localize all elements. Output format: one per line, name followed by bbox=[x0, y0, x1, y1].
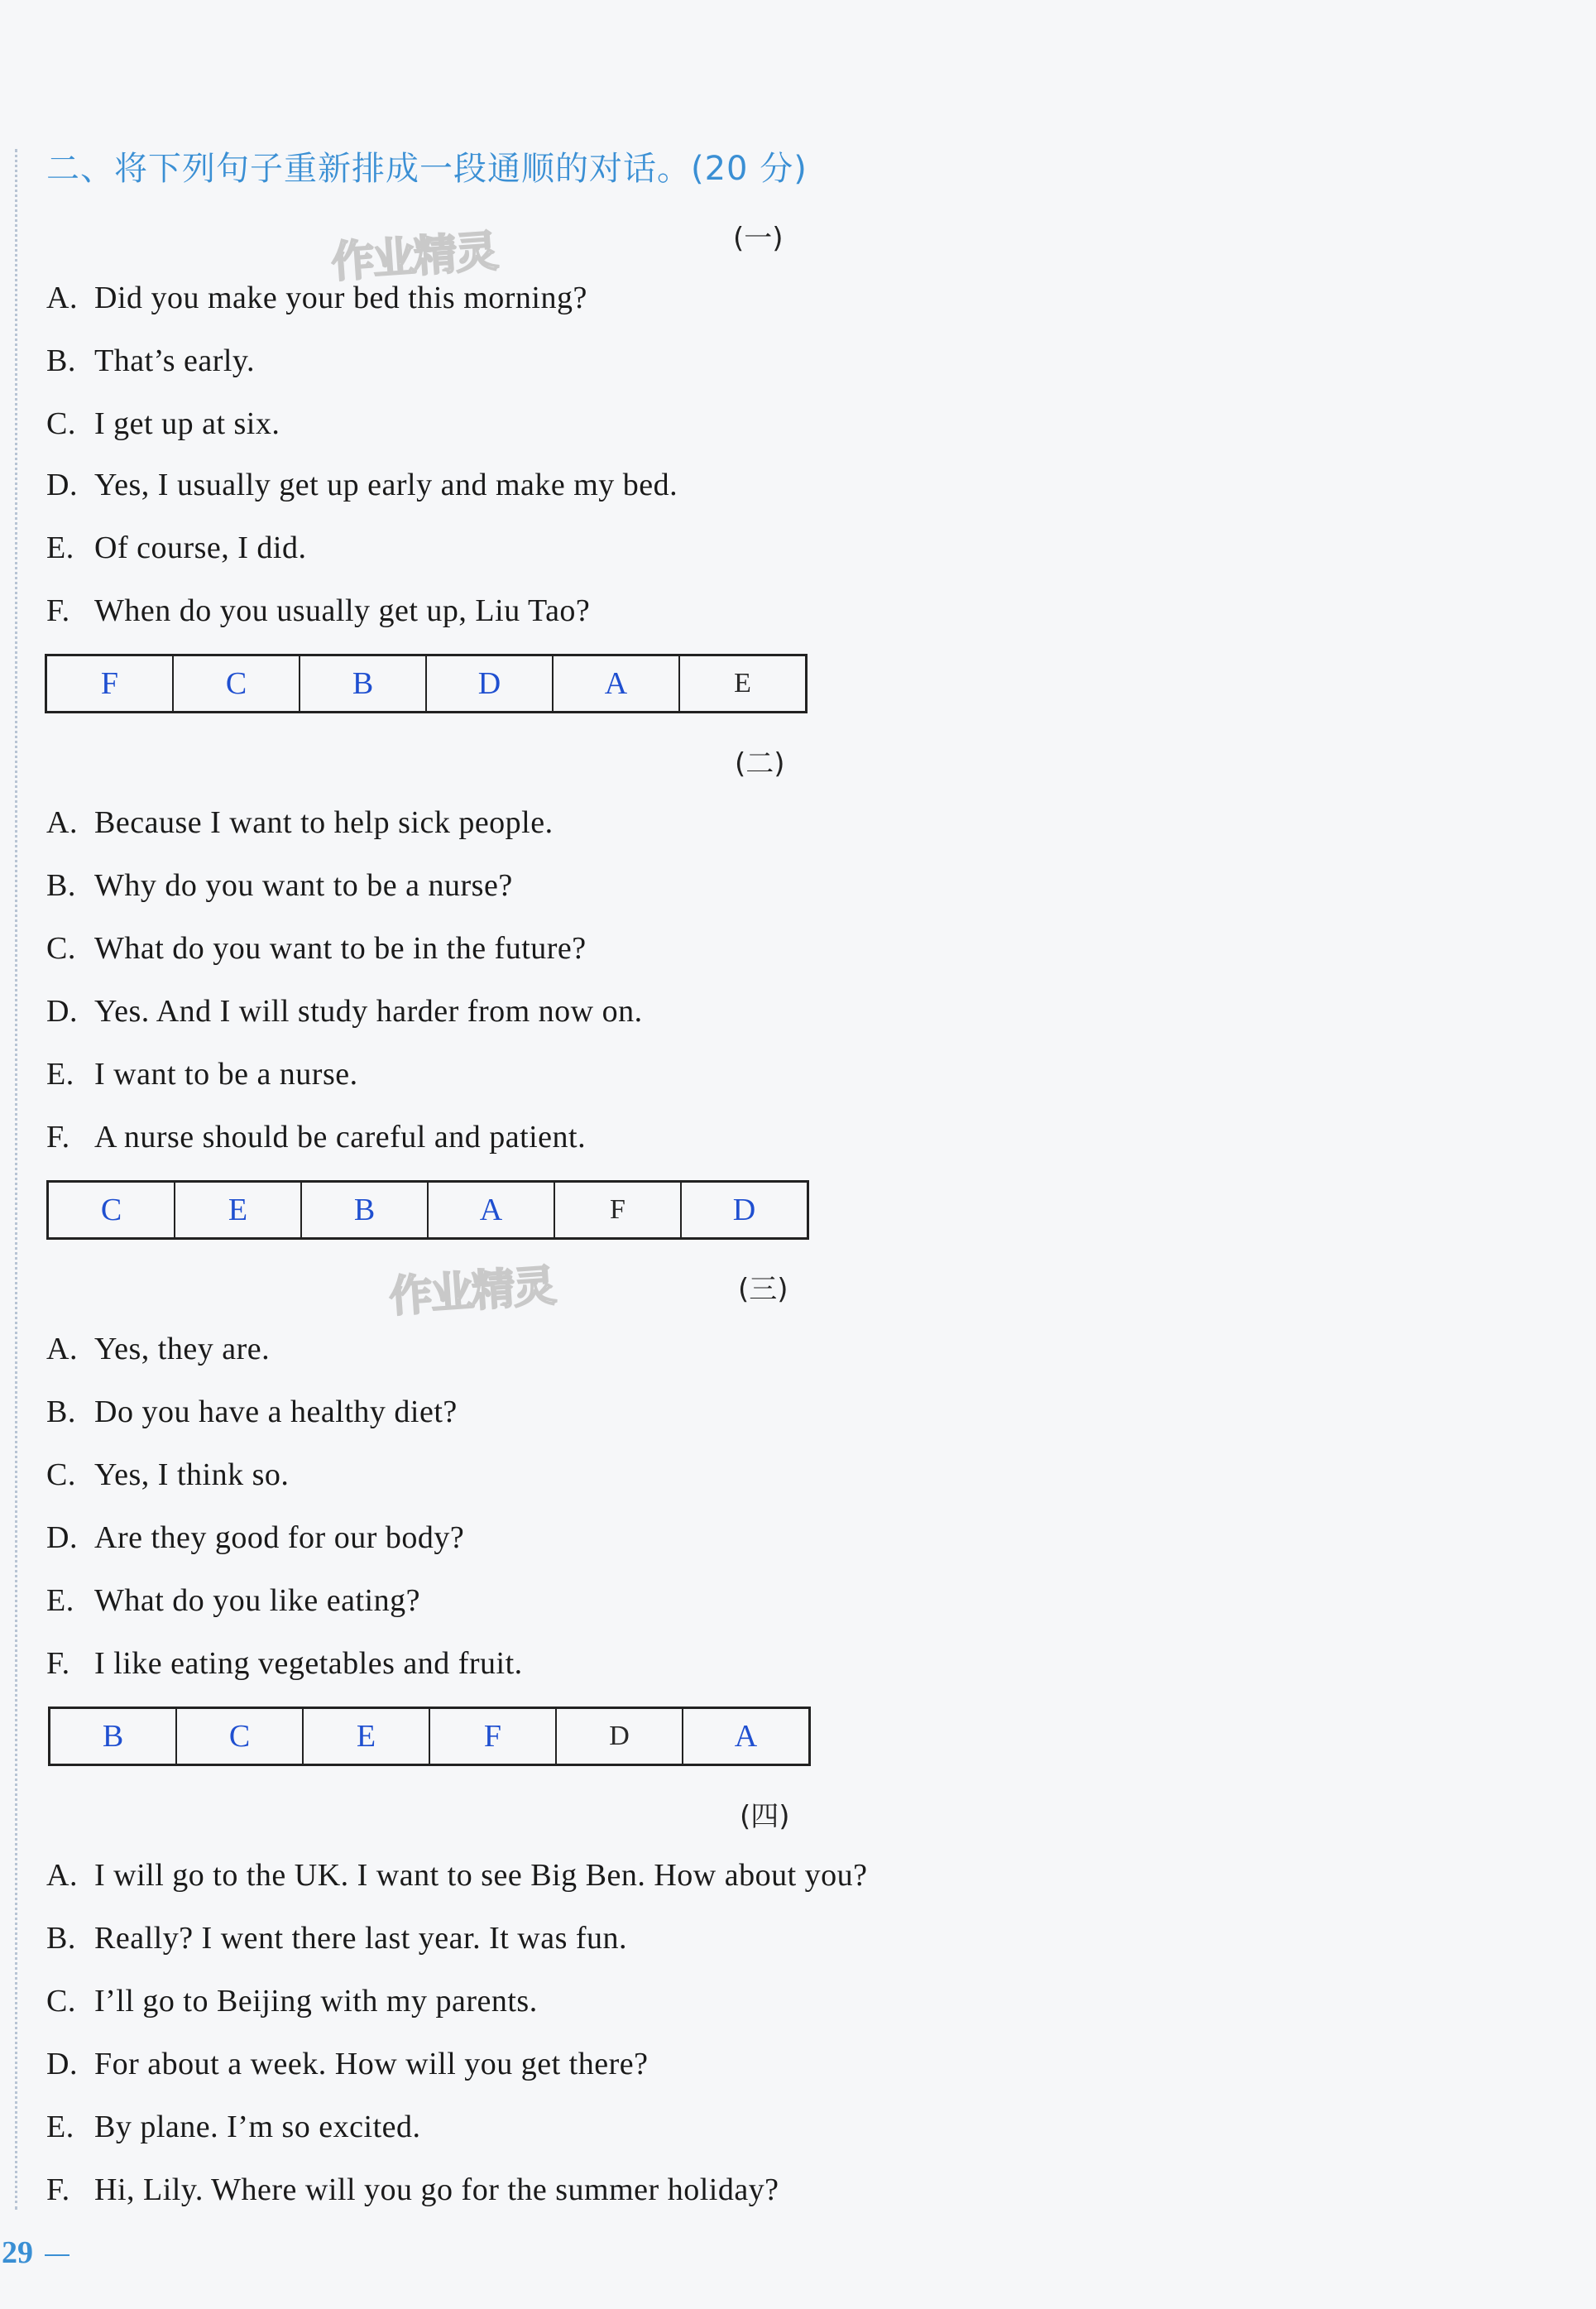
answer-cell: E bbox=[303, 1708, 429, 1765]
part-label-2: (二) bbox=[735, 747, 785, 780]
answer-cell: B bbox=[300, 655, 426, 713]
sentence-1f: F. When do you usually get up, Liu Tao? bbox=[46, 593, 591, 628]
sentence-4e: E. By plane. I’m so excited. bbox=[46, 2110, 421, 2144]
watermark-1: 作业精灵 bbox=[329, 227, 499, 288]
answer-cell: F bbox=[46, 655, 174, 713]
sentence-4a: A. I will go to the UK. I want to see Big Ben. How about you? bbox=[46, 1858, 868, 1893]
page-number: 29 bbox=[2, 2235, 69, 2271]
answer-table-2 bbox=[46, 1180, 809, 1240]
sentence-1c: C. I get up at six. bbox=[46, 406, 280, 441]
answer-cell: A bbox=[553, 655, 679, 713]
sentence-3f: F. I like eating vegetables and fruit. bbox=[46, 1646, 523, 1681]
answer-table-3 bbox=[48, 1707, 811, 1766]
answer-cell: C bbox=[173, 655, 300, 713]
watermark-2: 作业精灵 bbox=[387, 1261, 557, 1323]
answer-cell: D bbox=[556, 1708, 683, 1765]
sentence-3c: C. Yes, I think so. bbox=[46, 1457, 290, 1492]
answer-cell: D bbox=[681, 1182, 808, 1239]
sentence-3e: E. What do you like eating? bbox=[46, 1583, 420, 1618]
answer-cell: B bbox=[50, 1708, 177, 1765]
sentence-2b: B. Why do you want to be a nurse? bbox=[46, 868, 513, 903]
answer-cell: C bbox=[48, 1182, 175, 1239]
sentence-1a: A. Did you make your bed this morning? bbox=[46, 281, 587, 315]
answer-table-1 bbox=[45, 654, 808, 713]
sentence-1d: D. Yes, I usually get up early and make my bed. bbox=[46, 468, 678, 502]
sentence-3d: D. Are they good for our body? bbox=[46, 1520, 465, 1555]
sentence-2d: D. Yes. And I will study harder from now on. bbox=[46, 994, 643, 1029]
answer-cell: D bbox=[426, 655, 553, 713]
sentence-3b: B. Do you have a healthy diet? bbox=[46, 1395, 458, 1429]
answer-cell: B bbox=[301, 1182, 428, 1239]
sentence-2a: A. Because I want to help sick people. bbox=[46, 805, 554, 840]
answer-cell: E bbox=[175, 1182, 301, 1239]
sentence-2e: E. I want to be a nurse. bbox=[46, 1057, 358, 1092]
answer-cell: A bbox=[428, 1182, 554, 1239]
sentence-1b: B. That’s early. bbox=[46, 343, 255, 378]
part-label-3: (三) bbox=[738, 1273, 788, 1306]
sentence-4d: D. For about a week. How will you get there? bbox=[46, 2047, 649, 2081]
sentence-4c: C. I’ll go to Beijing with my parents. bbox=[46, 1984, 538, 2019]
sentence-4f: F. Hi, Lily. Where will you go for the summer holiday? bbox=[46, 2172, 779, 2207]
sentence-3a: A. Yes, they are. bbox=[46, 1332, 271, 1366]
sentence-2c: C. What do you want to be in the future? bbox=[46, 931, 587, 966]
answer-cell: F bbox=[429, 1708, 556, 1765]
answer-cell: A bbox=[683, 1708, 810, 1765]
answer-cell: C bbox=[176, 1708, 303, 1765]
part-label-4: (四) bbox=[740, 1800, 790, 1833]
sentence-4b: B. Really? I went there last year. It was fun. bbox=[46, 1921, 628, 1956]
part-label-1: (一) bbox=[733, 222, 784, 255]
answer-cell: F bbox=[554, 1182, 681, 1239]
sentence-2f: F. A nurse should be careful and patient. bbox=[46, 1120, 587, 1154]
answer-cell: E bbox=[679, 655, 807, 713]
section-title: 二、将下列句子重新排成一段通顺的对话。(20 分) bbox=[46, 150, 808, 188]
margin-dotted-line bbox=[15, 149, 17, 2210]
sentence-1e: E. Of course, I did. bbox=[46, 530, 307, 565]
